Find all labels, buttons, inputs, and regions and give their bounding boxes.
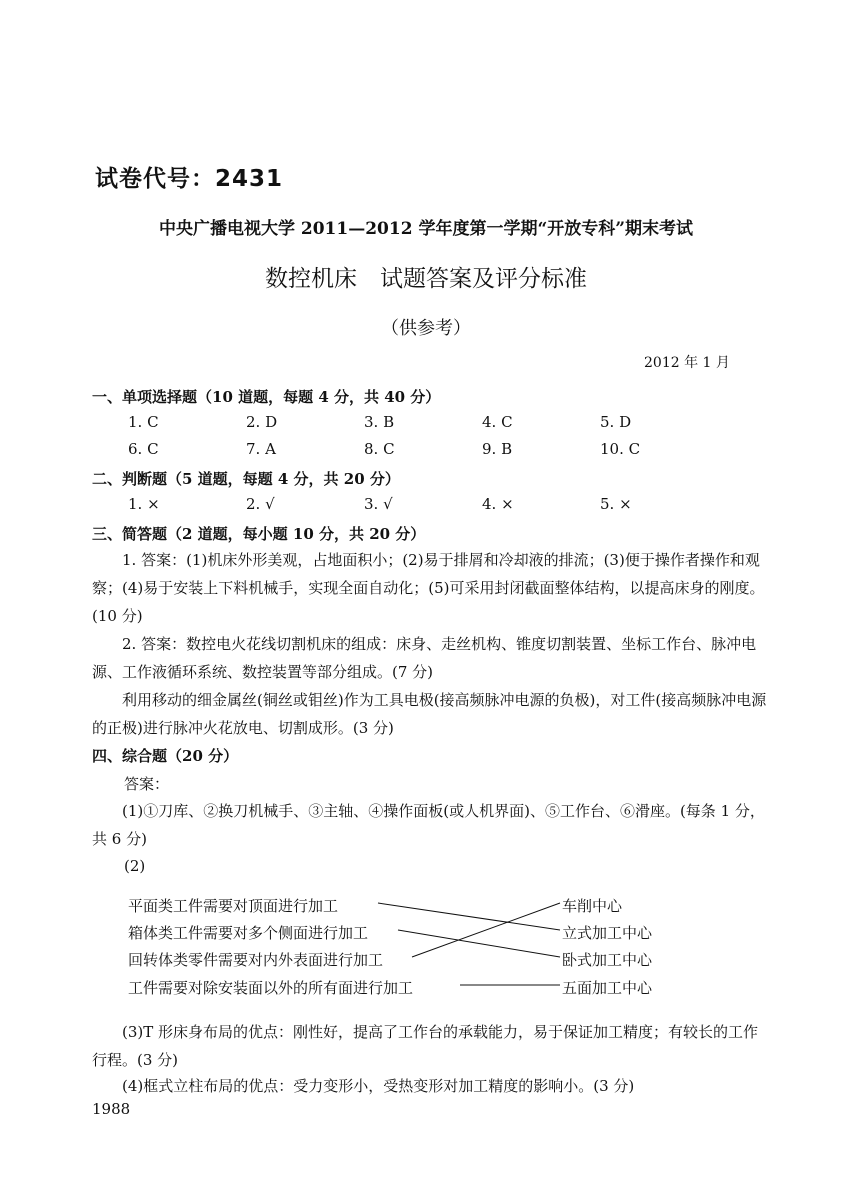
section-1-heading: 一、单项选择题（10 道题，每题 4 分，共 40 分）	[92, 388, 441, 406]
answer-paragraph: (3)T 形床身布局的优点：刚性好，提高了工作台的承载能力，易于保证加工精度；有较长的工作行程。(3 分)	[92, 1023, 759, 1069]
answer-paragraph: (4)框式立柱布局的优点：受力变形小，受热变形对加工精度的影响小。(3 分)	[122, 1077, 635, 1095]
answer-item: 5. ×	[600, 495, 632, 513]
answer-paragraph: 利用移动的细金属丝(铜丝或钼丝)作为工具电极(接高频脉冲电源的负极)，对工件(接高频脉冲电源的正极)进行脉冲火花放电、切割成形。(3 分)	[92, 691, 767, 737]
answer-item: 6. C	[128, 440, 159, 458]
answer-item: 10. C	[600, 440, 641, 458]
answer-paragraph: 1. 答案：(1)机床外形美观，占地面积小；(2)易于排屑和冷却液的排流；(3)便于操作者操作和观察；(4)易于安装上下料机械手，实现全面自动化；(5)可采用封闭截面整体结构，以提高床身的刚度。(10 分)	[92, 551, 765, 625]
answer-label: 答案：	[124, 775, 170, 793]
section-4-heading: 四、综合题（20 分）	[92, 747, 239, 765]
section-2-heading: 二、判断题（5 道题，每题 4 分，共 20 分）	[92, 470, 400, 488]
match-left-item: 箱体类工件需要对多个侧面进行加工	[128, 924, 369, 942]
part-label: (2)	[124, 857, 146, 875]
paper-code: 试卷代号：2431	[95, 166, 284, 192]
answer-item: 7. A	[246, 440, 276, 458]
answer-paragraph: (1)①刀库、②换刀机械手、③主轴、④操作面板(或人机界面)、⑤工作台、⑥滑座。(每条 1 分，共 6 分)	[92, 802, 765, 848]
answer-item: 4. ×	[482, 495, 514, 513]
match-left-item: 工件需要对除安装面以外的所有面进行加工	[128, 979, 414, 997]
answer-item: 3. B	[364, 413, 395, 431]
subtitle: （供参考）	[381, 318, 471, 339]
answer-item: 8. C	[364, 440, 395, 458]
answer-paragraph: 2. 答案：数控电火花线切割机床的组成：床身、走丝机构、锥度切割装置、坐标工作台、脉冲电源、工作液循环系统、数控装置等部分组成。(7 分)	[92, 635, 757, 681]
answer-item: 2. √	[246, 495, 275, 513]
answer-item: 1. C	[128, 413, 159, 431]
answer-item: 1. ×	[128, 495, 160, 513]
page-number: 1988	[92, 1100, 131, 1118]
match-right-item: 卧式加工中心	[562, 951, 653, 969]
match-left-item: 回转体类零件需要对内外表面进行加工	[128, 951, 384, 969]
exam-title: 中央广播电视大学 2011—2012 学年度第一学期“开放专科”期末考试	[158, 219, 694, 239]
answer-item: 2. D	[246, 413, 278, 431]
match-left-item: 平面类工件需要对顶面进行加工	[128, 897, 339, 915]
answer-item: 4. C	[482, 413, 513, 431]
answer-item: 9. B	[482, 440, 513, 458]
match-right-item: 车削中心	[562, 897, 623, 915]
match-right-item: 五面加工中心	[562, 979, 653, 997]
match-right-item: 立式加工中心	[562, 924, 653, 942]
answer-item: 5. D	[600, 413, 632, 431]
page-title: 数控机床 试题答案及评分标准	[265, 266, 587, 292]
date: 2012 年 1 月	[644, 355, 730, 371]
section-3-heading: 三、简答题（2 道题，每小题 10 分，共 20 分）	[92, 525, 426, 543]
answer-item: 3. √	[364, 495, 393, 513]
match-line	[378, 903, 560, 930]
